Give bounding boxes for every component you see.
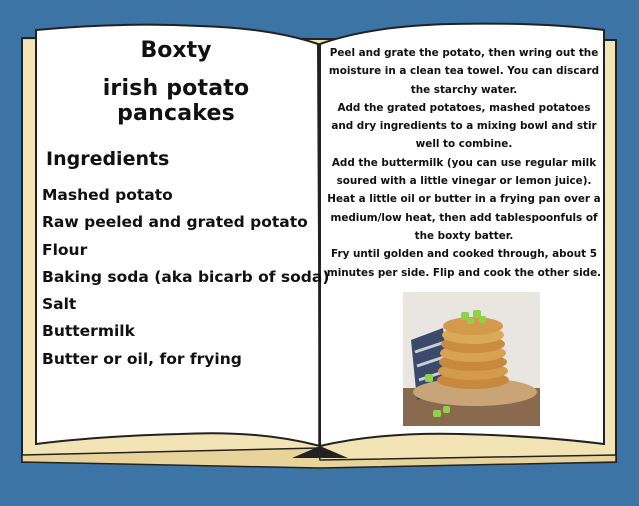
ingredient-item: Butter or oil, for frying — [42, 349, 242, 368]
recipe-subtitle: irish potato pancakes — [102, 76, 250, 126]
method-step: Add the grated potatoes, mashed potatoes and dry ingredients to a mixing bowl and stir well to combine. — [331, 101, 597, 151]
ingredient-item: Raw peeled and grated potato — [42, 213, 308, 232]
method-step: Heat a little oil or butter in a frying pan over a medium/low heat, then add tablespoonfuls of the boxty batter. — [327, 193, 601, 242]
left-page-content — [40, 34, 330, 434]
pancake-stack — [437, 317, 509, 389]
ingredients-list — [42, 182, 329, 373]
method-step: Fry until golden and cooked through, about 5 minutes per side. Flip and cook the other side. — [326, 248, 602, 279]
pancake-stack-photo — [403, 292, 540, 426]
recipe-title: Boxty — [140, 38, 212, 63]
right-page-content — [326, 44, 602, 282]
ingredient-item: Flour — [42, 240, 88, 259]
method-step: Add the buttermilk (you can use regular milk soured with a little vinegar or lemon juice). — [331, 156, 597, 188]
ingredient-item: Baking soda (aka bicarb of soda) — [42, 267, 330, 286]
ingredients-heading: Ingredients — [46, 148, 170, 170]
method-step: Peel and grate the potato, then wring out the moisture in a clean tea towel. You can discard the starchy water. — [328, 47, 600, 96]
ingredient-item: Salt — [42, 295, 77, 314]
method-steps — [326, 44, 602, 282]
ingredient-item: Mashed potato — [42, 186, 173, 204]
ingredient-item: Buttermilk — [42, 322, 135, 341]
